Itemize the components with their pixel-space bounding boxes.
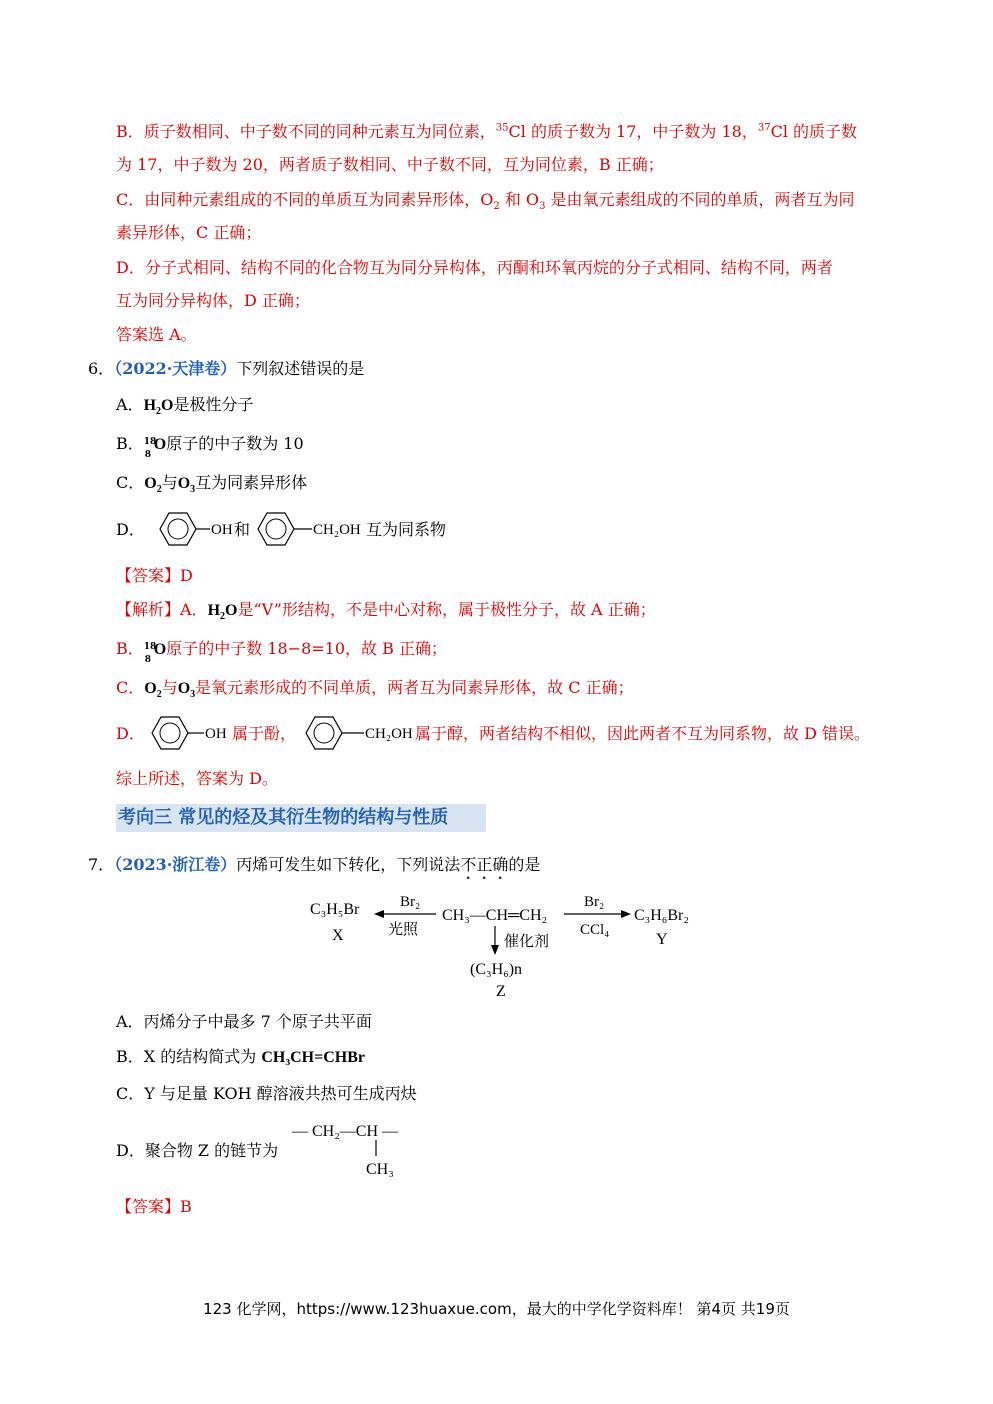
propene-formula: CH₃—CH═CH₂ [442, 907, 548, 924]
option-label: C． [116, 678, 145, 697]
aromatic-circle [160, 723, 180, 743]
benzene-ring [152, 717, 188, 749]
subscript: 2 [156, 689, 162, 701]
nuclide-notation [143, 640, 157, 665]
subscript: 3 [190, 689, 196, 701]
benzene-ring [160, 513, 196, 545]
formula: H [143, 397, 157, 414]
q6-summary: 综上所述，答案为 D。 [116, 769, 278, 788]
question-source: （2022·天津卷） [114, 359, 237, 378]
nuclide-notation [143, 435, 157, 460]
q6-analysis-b [116, 638, 447, 665]
product-x-label: X [332, 927, 344, 944]
product-x-formula: C₃H₅Br [310, 901, 360, 918]
q5-c-text-c: 是由氧元素组成的不同的单质，两者互为同 [550, 190, 855, 209]
q6-option-b [116, 433, 304, 460]
q5-c-text-b: 和 O [504, 190, 540, 209]
formula: O [153, 436, 167, 453]
aromatic-circle [266, 519, 286, 539]
isotope-mass: 37 [757, 122, 771, 134]
subscript: 2 [493, 201, 500, 213]
q6-analysis-d-text2: 属于醇，两者结构不相似，因此两者不互为同系物，故 D 错误。 [415, 724, 871, 743]
question-stem: 丙烯可发生如下转化，下列说法 [236, 855, 461, 874]
q5-analysis-d-line1: D．分子式相同、结构不同的化合物互为同分异构体，丙酮和环氧丙烷的分子式相同、结构不同，两者 [116, 258, 833, 277]
option-label: A． [116, 395, 144, 414]
product-y-formula: C₃H₆Br₂ [634, 907, 689, 924]
q6-option-d-label: D． [116, 520, 145, 539]
reaction-scheme [300, 888, 710, 1000]
question-stem: 的是 [508, 855, 541, 874]
isotope-symbol: Cl [508, 122, 526, 141]
arrow-head [491, 945, 499, 955]
isotope-mass: 35 [495, 122, 509, 134]
question-source: （2023·浙江卷） [114, 855, 237, 874]
q7-option-a: A．丙烯分子中最多 7 个原子共平面 [116, 1012, 372, 1031]
q6-analysis-a [116, 599, 656, 622]
subscript: 3 [539, 201, 546, 213]
reagent-br2: Br₂ [400, 894, 421, 910]
benzyl-alcohol-structure [302, 712, 422, 754]
benzene-ring [258, 513, 294, 545]
reagent-catalyst: 催化剂 [504, 934, 550, 950]
hydroxyl-label: OH [205, 726, 227, 742]
isotope-symbol: Cl [770, 122, 788, 141]
subscript: 3 [190, 484, 196, 496]
mass-number: 18 [143, 436, 157, 447]
ch2oh-label: CH₂OH [365, 726, 413, 742]
hydroxyl-label: OH [211, 522, 233, 538]
question-number: 7． [88, 855, 115, 874]
formula: O [144, 680, 157, 697]
q7-answer: 【答案】B [116, 1197, 192, 1216]
reagent-light: 光照 [388, 922, 419, 938]
option-text: B．X 的结构简式为 [116, 1047, 262, 1066]
q5-answer-line: 答案选 A。 [116, 325, 197, 344]
q5-analysis-b-line2: 为 17，中子数为 20，两者质子数相同、中子数不同，互为同位素，B 正确； [116, 155, 664, 174]
formula: O [153, 641, 167, 658]
subscript: 2 [220, 611, 226, 623]
repeat-unit-branch: CH₃ [366, 1161, 394, 1178]
page-footer: 123 化学网，https://www.123huaxue.com，最大的中学化学资料库！ 第4页 共19页 [203, 1300, 790, 1318]
q6-option-d-text: 互为同系物 [366, 520, 447, 539]
emphasized-text: 不正确 [460, 855, 509, 874]
option-text: 与 [161, 473, 178, 492]
q6-option-c [116, 472, 307, 495]
product-z-label: Z [496, 983, 506, 1000]
q5-b-text-b: 的质子数为 17，中子数为 18， [530, 122, 758, 141]
benzyl-alcohol-structure [254, 508, 384, 550]
product-z-formula: (C₃H₆)n [470, 961, 523, 978]
option-text: 原子的中子数为 10 [166, 434, 304, 453]
q5-analysis-c-line1 [116, 189, 855, 211]
question-stem: 下列叙述错误的是 [236, 359, 365, 378]
formula: O [161, 397, 174, 414]
formula: O [225, 602, 238, 619]
q5-b-text-a: B．质子数相同、中子数不同的同种元素互为同位素， [116, 122, 496, 141]
formula: H [207, 602, 221, 619]
q7-option-b [116, 1046, 365, 1069]
aromatic-circle [168, 519, 188, 539]
repeat-unit-main-chain: — CH₂—CH — [292, 1123, 399, 1140]
analysis-head: 【解析】A． [116, 600, 208, 619]
section-title: 考向三 常见的烃及其衍生物的结构与性质 [118, 807, 449, 828]
formula: O [177, 680, 191, 697]
q6-option-d-and: 和 [234, 520, 251, 539]
q6-analysis-d-label: D． [116, 724, 145, 743]
q5-analysis-d-line2: 互为同分异构体，D 正确； [116, 291, 310, 310]
formula: O [177, 475, 191, 492]
q5-analysis-c-line2: 素异形体，C 正确； [116, 223, 262, 242]
q5-b-text-c: 的质子数 [793, 122, 858, 141]
section-header [116, 804, 486, 832]
analysis-text: 是氧元素形成的不同单质，两者互为同素异形体，故 C 正确； [195, 678, 634, 697]
subscript: 2 [156, 406, 162, 418]
atomic-number: 8 [144, 449, 152, 460]
subscript: 2 [156, 484, 162, 496]
analysis-text: 原子的中子数 18−8=10，故 B 正确； [166, 639, 447, 658]
ch2oh-label: CH₂OH [313, 522, 361, 538]
option-label: B． [116, 639, 144, 658]
analysis-text: 与 [161, 678, 178, 697]
option-text: 互为同素异形体 [195, 473, 308, 492]
reagent-br2: Br₂ [584, 894, 605, 910]
aromatic-circle [314, 723, 334, 743]
arrow-head [621, 910, 631, 918]
analysis-text: 是“V”形结构，不是中心对称，属于极性分子，故 A 正确； [237, 600, 656, 619]
q6-answer: 【答案】D [116, 566, 193, 585]
question-number: 6． [88, 359, 115, 378]
q6-stem [88, 358, 364, 380]
q6-option-a [116, 394, 253, 417]
q7-option-d: D．聚合物 Z 的链节为 [116, 1141, 279, 1160]
formula: CH₃CH=CHBr [261, 1049, 366, 1066]
repeat-unit-structure [292, 1116, 432, 1182]
q7-option-c: C．Y 与足量 KOH 醇溶液共热可生成丙炔 [116, 1084, 417, 1103]
reagent-ccl4: CCl₄ [580, 922, 610, 938]
arrow-head [374, 910, 384, 918]
q6-analysis-c [116, 677, 634, 700]
product-y-label: Y [656, 931, 668, 948]
atomic-number: 8 [144, 654, 152, 665]
q5-c-text-a: C．由同种元素组成的不同的单质互为同素异形体，O [116, 190, 494, 209]
option-label: C． [116, 473, 145, 492]
q7-stem [88, 854, 540, 883]
q5-analysis-b-line1 [116, 121, 857, 143]
formula: O [144, 475, 157, 492]
option-text: 是极性分子 [173, 395, 254, 414]
option-label: B． [116, 434, 144, 453]
q6-analysis-d-text1: 属于酚， [232, 724, 297, 743]
benzene-ring [306, 717, 342, 749]
mass-number: 18 [143, 641, 157, 652]
